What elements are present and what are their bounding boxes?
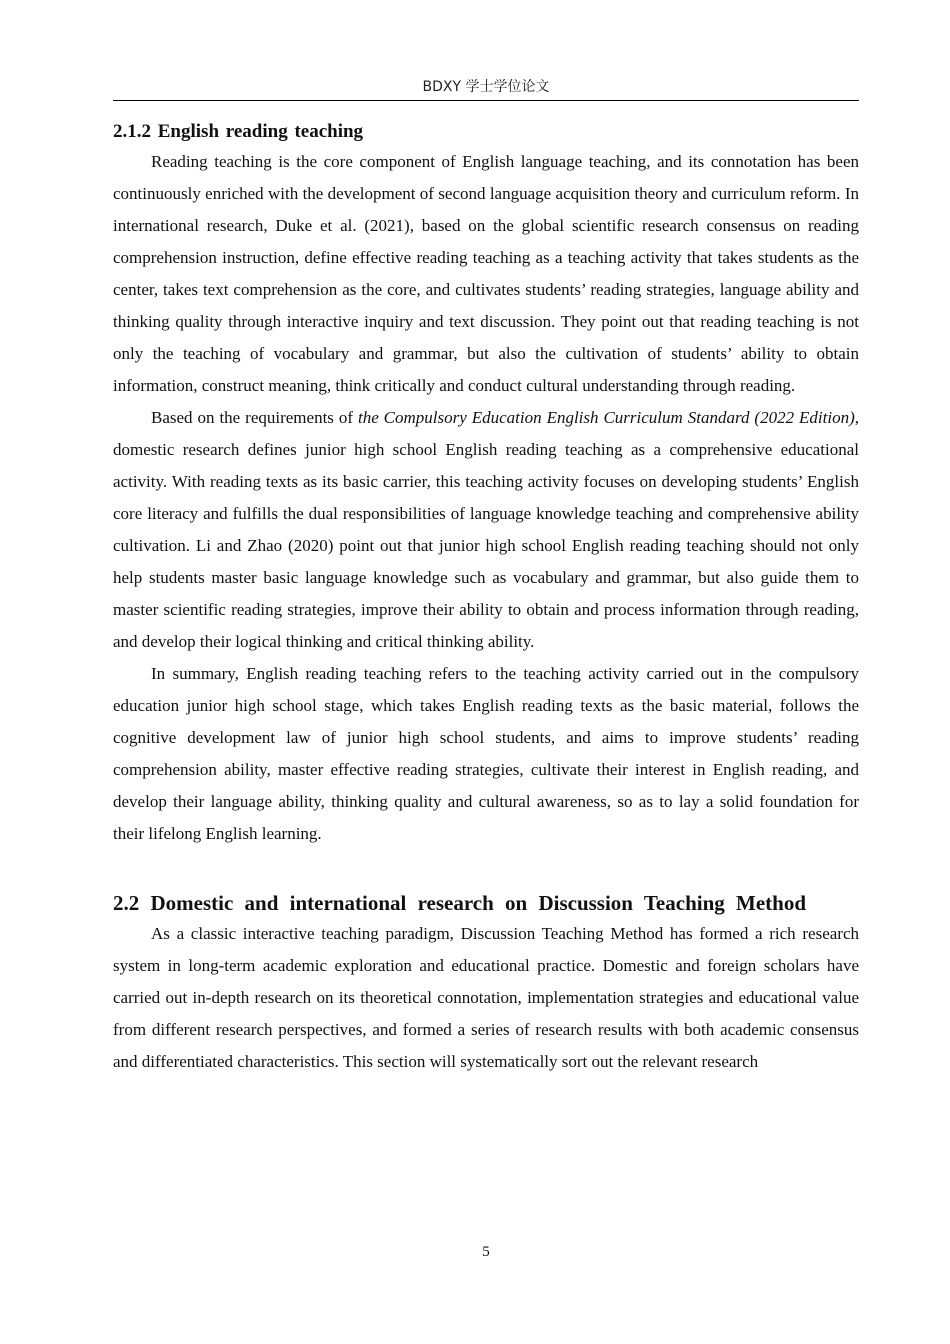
header-rule — [113, 100, 859, 101]
section-paragraph-1: As a classic interactive teaching paradigm, Discussion Teaching Method has formed a rich research system in long-term academic exploration and educational practice. Domestic and foreign scholars have carried out in-depth research on its theoretical connotation, implementation strategies and educational value from different research perspectives, and formed a series of research results with both academic consensus and differentiated characteristics. This section will systematically sort out the relevant research — [113, 924, 859, 1071]
section-heading: 2.2 Domestic and international research on Discussion Teaching Method — [113, 891, 807, 915]
page-number: 5 — [482, 1244, 490, 1260]
paragraph-2-rest: , domestic research defines junior high school English reading teaching as a comprehensive educational activity. With reading texts as its basic carrier, this teaching activity focuses on developing students’ English core literacy and fulfills the dual responsibilities of language knowledge teaching and comprehensive ability cultivation. Li and Zhao (2020) point out that junior high school English reading teaching should not only help students master basic language knowledge such as vocabulary and grammar, but also guide them to master scientific reading strategies, improve their ability to obtain and process information through reading, and develop their logical thinking and critical thinking ability. — [113, 408, 859, 651]
paragraph-3: In summary, English reading teaching refers to the teaching activity carried out in the compulsory education junior high school stage, which takes English reading texts as the basic material, follows the cognitive development law of junior high school students, and aims to improve students’ reading comprehension ability, master effective reading strategies, cultivate their interest in English reading, and develop their language ability, thinking quality and cultural awareness, so as to lay a solid foundation for their lifelong English learning. — [113, 664, 859, 843]
paragraph-1: Reading teaching is the core component of English language teaching, and its connotation has been continuously enriched with the development of second language acquisition theory and curriculum reform. In international research, Duke et al. (2021), based on the global scientific research consensus on reading comprehension instruction, define effective reading teaching as a teaching activity that takes students as the center, takes text comprehension as the core, and cultivates students’ reading strategies, language ability and thinking quality through interactive inquiry and text discussion. They point out that reading teaching is not only the teaching of vocabulary and grammar, but also the cultivation of students’ ability to obtain information, construct meaning, think critically and conduct cultural understanding through reading. — [113, 152, 859, 395]
curriculum-standard-title: the Compulsory Education English Curriculum Standard (2022 Edition) — [357, 408, 855, 427]
running-header: BDXY 学士学位论文 — [422, 79, 550, 95]
subsection-heading: 2.1.2 English reading teaching — [113, 121, 364, 142]
page-body — [113, 118, 859, 1078]
paragraph-2 — [113, 402, 859, 658]
paragraph-2-lead: Based on the requirements of — [151, 408, 358, 427]
